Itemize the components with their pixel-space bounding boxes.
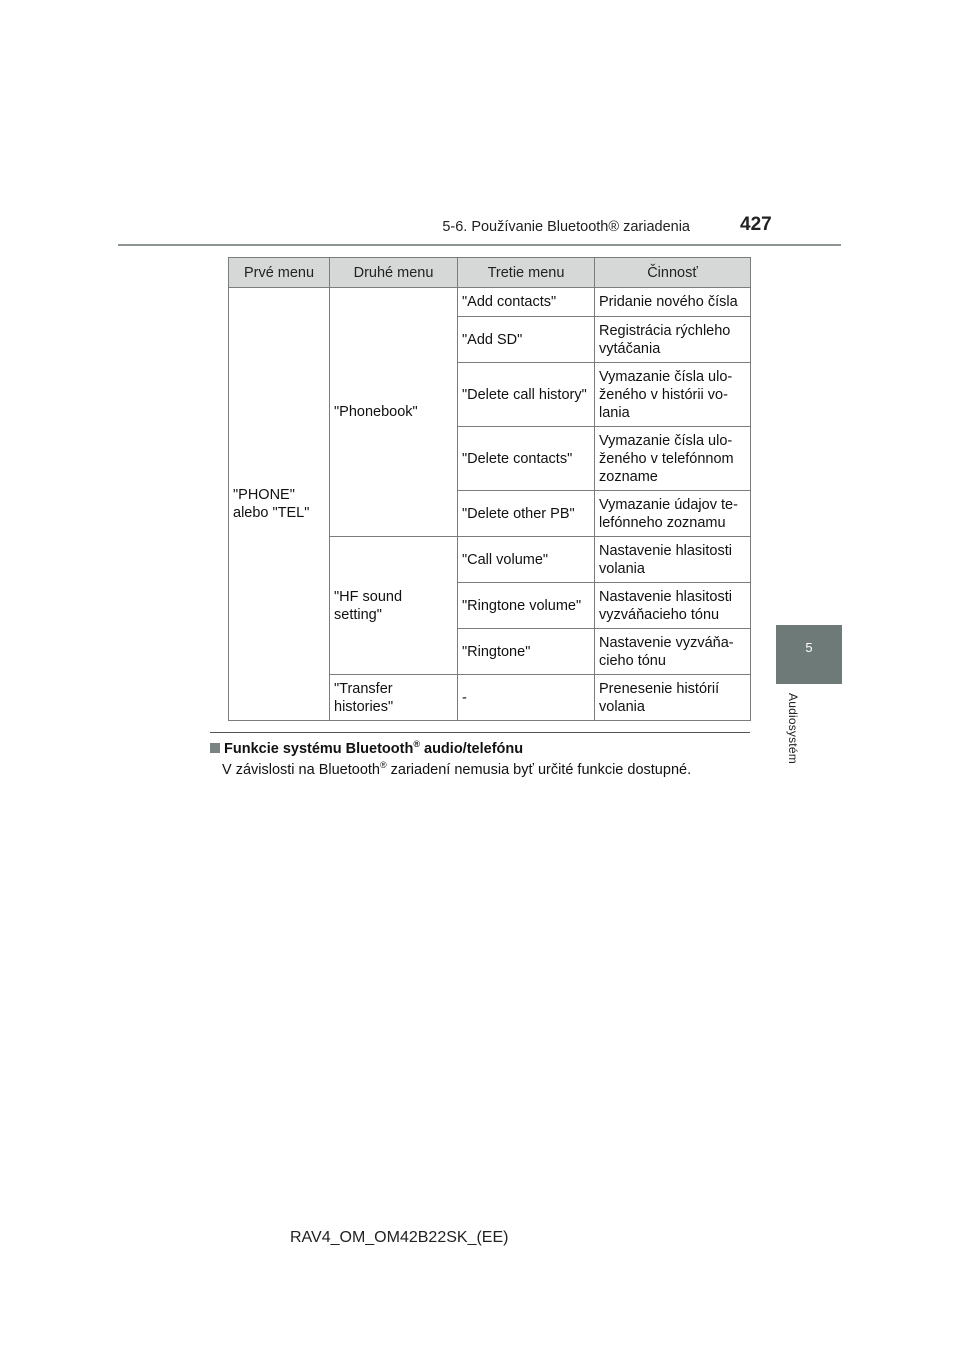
section-heading-text-end: audio/telefónu xyxy=(419,740,524,757)
section-body xyxy=(222,760,691,778)
third-menu-cell: "Ringtone volume" xyxy=(458,583,595,629)
section-divider xyxy=(210,732,750,733)
action-cell: Pridanie nového čísla xyxy=(595,288,751,317)
registered-mark: ® xyxy=(413,739,420,749)
section-body-text-end: zariadení nemusia byť určité funkcie dostupné. xyxy=(386,761,692,778)
table-header-row xyxy=(229,258,751,288)
action-cell: Nastavenie hlasitosti volania xyxy=(595,537,751,583)
action-cell: Vymazanie čísla ulo-ženého v telefónnom zozname xyxy=(595,427,751,491)
third-menu-cell: "Delete other PB" xyxy=(458,491,595,537)
action-cell: Vymazanie údajov te-lefónneho zoznamu xyxy=(595,491,751,537)
third-menu-cell: "Add contacts" xyxy=(458,288,595,317)
action-cell: Nastavenie hlasitosti vyzváňacieho tónu xyxy=(595,583,751,629)
header-divider xyxy=(118,244,841,246)
section-heading xyxy=(210,739,523,757)
chapter-label: Audiosystém xyxy=(786,693,800,764)
column-header: Prvé menu xyxy=(229,258,330,288)
table-row xyxy=(229,288,751,317)
document-code: RAV4_OM_OM42B22SK_(EE) xyxy=(290,1229,509,1246)
section-body-text: V závislosti na Bluetooth xyxy=(222,761,380,778)
second-menu-cell: "Phonebook" xyxy=(330,288,458,537)
third-menu-cell: "Add SD" xyxy=(458,317,595,363)
third-menu-cell: - xyxy=(458,675,595,721)
first-menu-cell: "PHONE" alebo "TEL" xyxy=(229,288,330,721)
section-heading-text: Funkcie systému Bluetooth xyxy=(224,740,414,757)
action-cell: Nastavenie vyzváňa-cieho tónu xyxy=(595,629,751,675)
menu-table xyxy=(228,257,751,721)
action-cell: Registrácia rýchleho vytáčania xyxy=(595,317,751,363)
column-header: Činnosť xyxy=(595,258,751,288)
square-bullet-icon xyxy=(210,743,220,753)
second-menu-cell: "HF sound setting" xyxy=(330,537,458,675)
second-menu-cell: "Transfer histories" xyxy=(330,675,458,721)
section-title: 5-6. Používanie Bluetooth® zariadenia xyxy=(442,219,690,235)
chapter-number: 5 xyxy=(805,640,813,655)
registered-mark: ® xyxy=(379,760,387,770)
third-menu-cell: "Call volume" xyxy=(458,537,595,583)
third-menu-cell: "Delete call history" xyxy=(458,363,595,427)
action-cell: Prenesenie histórií volania xyxy=(595,675,751,721)
column-header: Tretie menu xyxy=(458,258,595,288)
action-cell: Vymazanie čísla ulo-ženého v histórii vo-lania xyxy=(595,363,751,427)
column-header: Druhé menu xyxy=(330,258,458,288)
third-menu-cell: "Ringtone" xyxy=(458,629,595,675)
page-number: 427 xyxy=(740,214,772,235)
third-menu-cell: "Delete contacts" xyxy=(458,427,595,491)
